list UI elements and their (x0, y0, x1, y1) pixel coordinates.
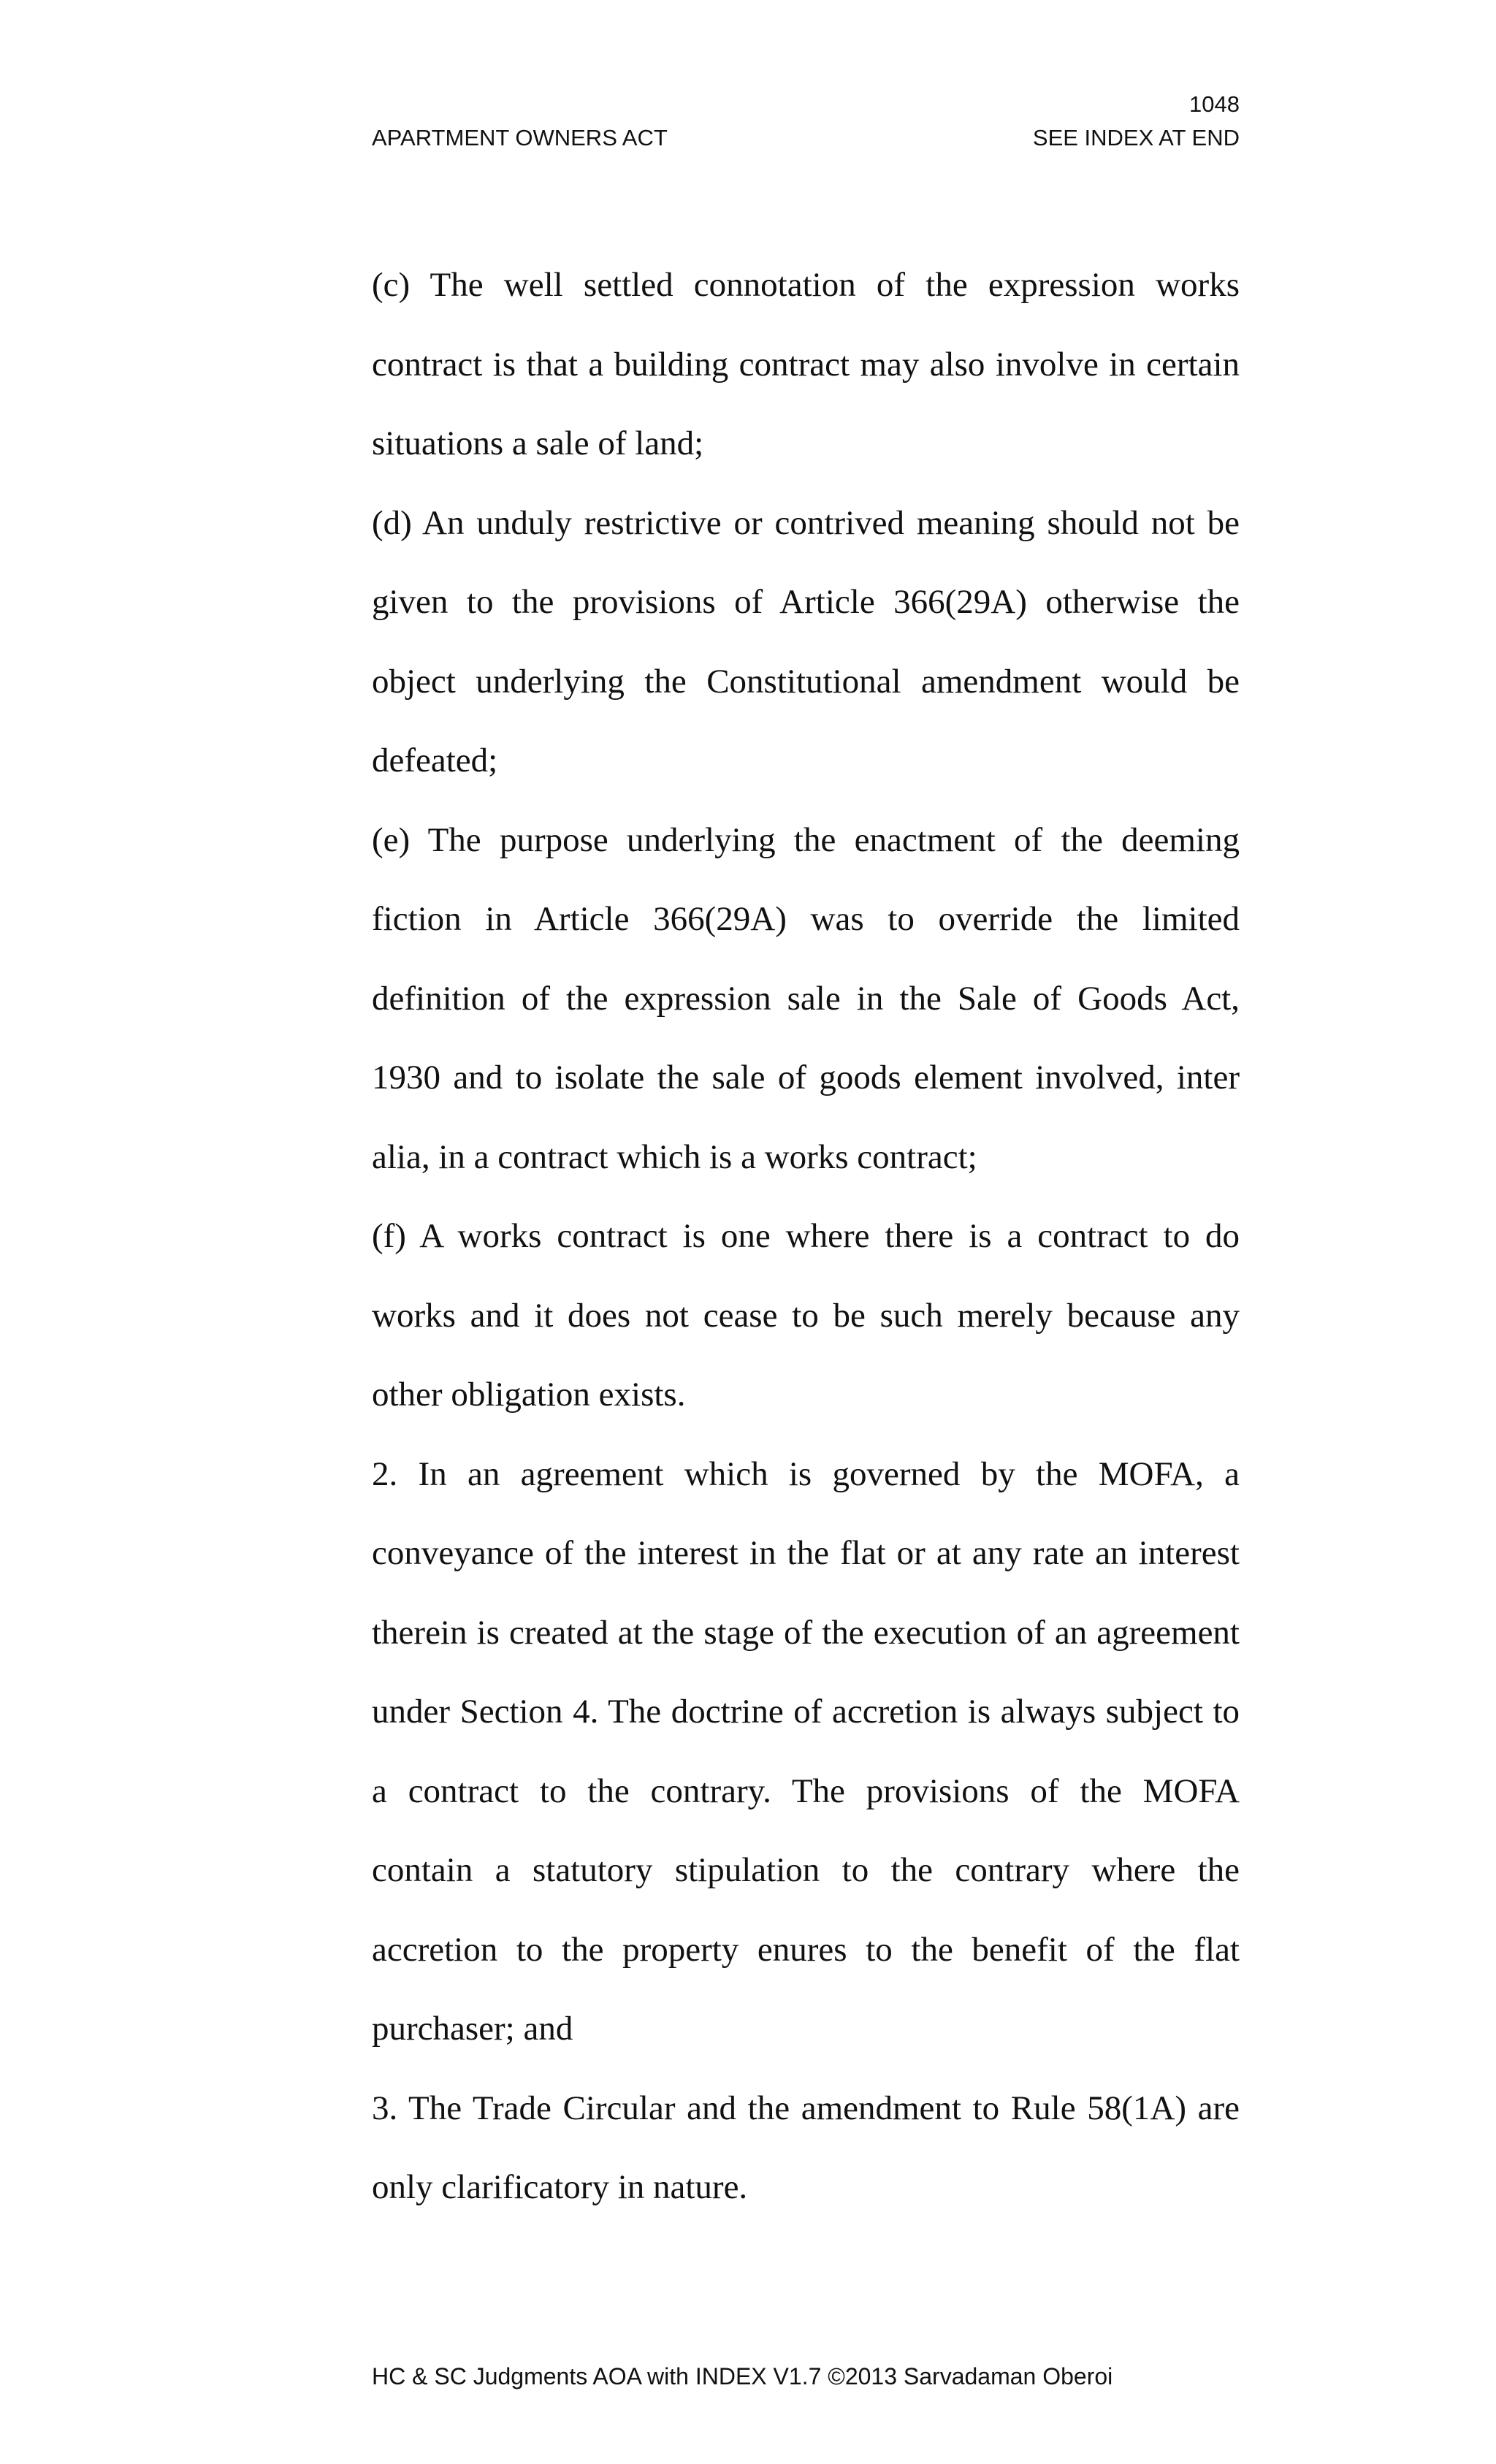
text-line: accretion to the property enures to the benefit of the flat (372, 1930, 1240, 1969)
text-line: conveyance of the interest in the flat or at any rate an interest (372, 1534, 1240, 1572)
text-line: defeated; (372, 741, 498, 779)
text-line: 2. In an agreement which is governed by the MOFA, a (372, 1454, 1240, 1493)
text-line: definition of the expression sale in the Sale of Goods Act, (372, 979, 1240, 1018)
text-line: (e) The purpose underlying the enactment of the deeming (372, 820, 1240, 859)
index-note: SEE INDEX AT END (1032, 125, 1240, 150)
paragraph-2 (372, 1435, 1240, 2069)
text-line: purchaser; and (372, 2010, 573, 2048)
text-line: (c) The well settled connotation of the expression works (372, 266, 1240, 304)
text-line: (d) An unduly restrictive or contrived meaning should not be (372, 503, 1240, 542)
page-number: 1048 (1189, 91, 1240, 117)
text-line: alia, in a contract which is a works contract; (372, 1137, 977, 1176)
text-line: a contract to the contrary. The provisions of the MOFA (372, 1771, 1240, 1810)
body-text (372, 245, 1240, 2227)
text-line: works and it does not cease to be such merely because any (372, 1296, 1240, 1335)
text-line: situations a sale of land; (372, 424, 704, 462)
paragraph-d (372, 484, 1240, 801)
text-line: (f) A works contract is one where there is a contract to do (372, 1217, 1240, 1255)
text-line: 1930 and to isolate the sale of goods element involved, inter (372, 1059, 1240, 1096)
text-line: object underlying the Constitutional amendment would be (372, 662, 1240, 701)
text-line: therein is created at the stage of the execution of an agreement (372, 1613, 1240, 1652)
running-title: APARTMENT OWNERS ACT (372, 125, 668, 150)
text-line: other obligation exists. (372, 1376, 686, 1414)
paragraph-c (372, 245, 1240, 484)
paragraph-f (372, 1197, 1240, 1435)
paragraph-3 (372, 2069, 1240, 2227)
footer-copyright: HC & SC Judgments AOA with INDEX V1.7 ©2013 Sarvadaman Oberoi (372, 2363, 1113, 2389)
text-line: 3. The Trade Circular and the amendment to Rule 58(1A) are (372, 2089, 1240, 2127)
text-line: contract is that a building contract may also involve in certain (372, 345, 1240, 384)
text-line: only clarificatory in nature. (372, 2168, 748, 2206)
text-line: under Section 4. The doctrine of accretion is always subject to (372, 1693, 1240, 1731)
text-line: contain a statutory stipulation to the contrary where the (372, 1851, 1240, 1889)
text-line: fiction in Article 366(29A) was to override the limited (372, 900, 1240, 938)
text-line: given to the provisions of Article 366(29A) otherwise the (372, 583, 1240, 621)
paragraph-e (372, 801, 1240, 1197)
